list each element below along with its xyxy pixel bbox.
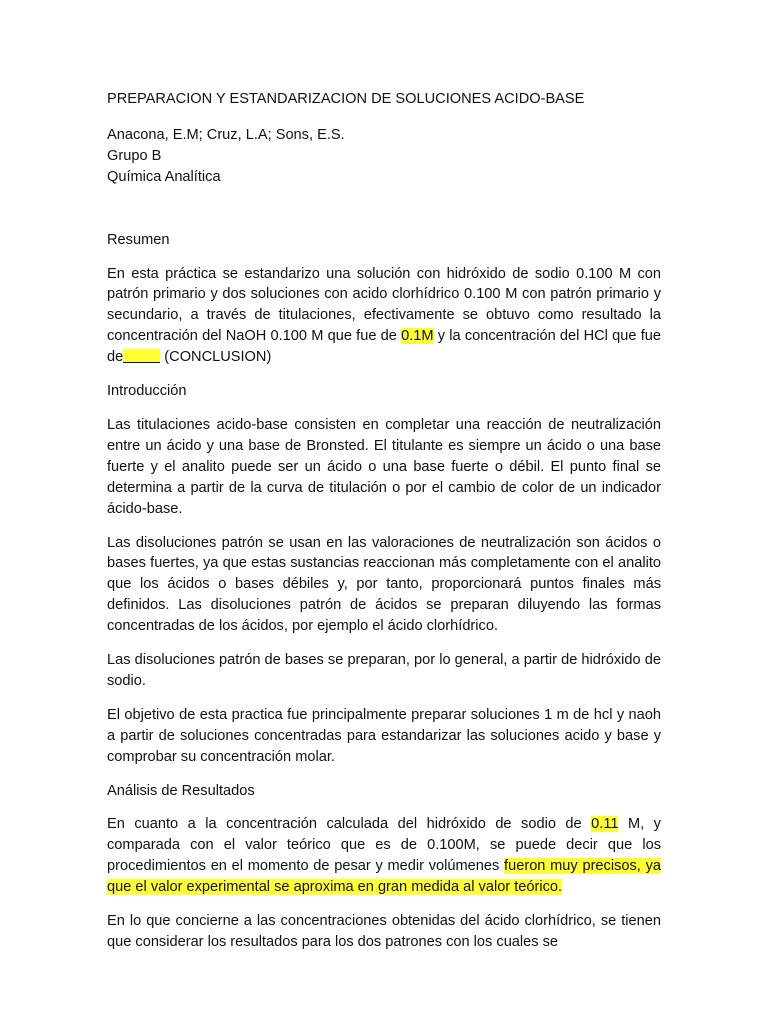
document-body (107, 89, 661, 966)
resumen-text-b: y la concentración del HCl que fue de (107, 328, 661, 366)
authors-line: Anacona, E.M; Cruz, L.A; Sons, E.S. (107, 126, 345, 143)
highlight-precision-statement: fueron muy precisos, ya que el valor experimental se aproxima en gran medida al valor teórico. (107, 858, 661, 896)
paragraph-intro-2: Las disoluciones patrón se usan en las valoraciones de neutralización son ácidos o bases fuertes, ya que estas sustancias reaccionan más completamente con el analito que los ácidos o bases débiles y, por tanto, proporcionará puntos finales más definidos. Las disoluciones patrón de ácidos se preparan diluyendo las formas concentradas de los ácidos, por ejemplo el ácido clorhídrico. (107, 534, 661, 635)
analisis-text-b: M, y comparada con el valor teórico que es de 0.100M, se puede decir que los procedimientos en el momento de pesar y medir volúmenes (107, 816, 661, 875)
highlight-naoh-result: 0.1M (401, 328, 434, 345)
section-heading-introduccion: Introducción (107, 383, 187, 400)
spacer (107, 209, 661, 230)
paragraph-analisis-1 (107, 814, 661, 898)
highlight-naoh-value: 0.11 (591, 816, 619, 833)
paragraph-intro-4: El objetivo de esta practica fue principalmente preparar soluciones 1 m de hcl y naoh a partir de soluciones concentradas para estandarizar las soluciones acido y base y comprobar su concentración molar. (107, 706, 661, 765)
course-line: Química Analítica (107, 168, 221, 185)
resumen-text-a: En esta práctica se estandarizo una solución con hidróxido de sodio 0.100 M con patrón primario y dos soluciones con acido clorhídrico 0.100 M con patrón primario y secundario, a través de titulaciones, efectivamente se obtuvo como resultado la concentración del NaOH 0.100 M que fue de (107, 265, 661, 345)
section-heading-analisis: Análisis de Resultados (107, 782, 255, 799)
group-line: Grupo B (107, 147, 162, 164)
paragraph-intro-3: Las disoluciones patrón de bases se preparan, por lo general, a partir de hidróxido de sodio. (107, 652, 661, 689)
analisis-text-a: En cuanto a la concentración calculada del hidróxido de sodio de (107, 816, 592, 833)
document-title: PREPARACION Y ESTANDARIZACION DE SOLUCIONES ACIDO-BASE (107, 91, 585, 107)
highlighted-blank (123, 349, 160, 363)
paragraph-resumen (107, 264, 661, 369)
author-block (107, 125, 661, 188)
paragraph-analisis-2: En lo que concierne a las concentraciones obtenidas del ácido clorhídrico, se tienen que considerar los resultados para los dos patrones con los cuales se (107, 913, 661, 950)
resumen-text-c: (CONCLUSION) (160, 349, 272, 366)
section-heading-resumen: Resumen (107, 231, 170, 248)
paragraph-intro-1: Las titulaciones acido-base consisten en completar una reacción de neutralización entre un ácido y una base de Bronsted. El titulante es siempre un ácido o una base fuerte y el analito puede ser un ácido o una base fuerte o débil. El punto final se determina a partir de la curva de titulación o por el cambio de color de un indicador ácido-base. (107, 416, 661, 517)
